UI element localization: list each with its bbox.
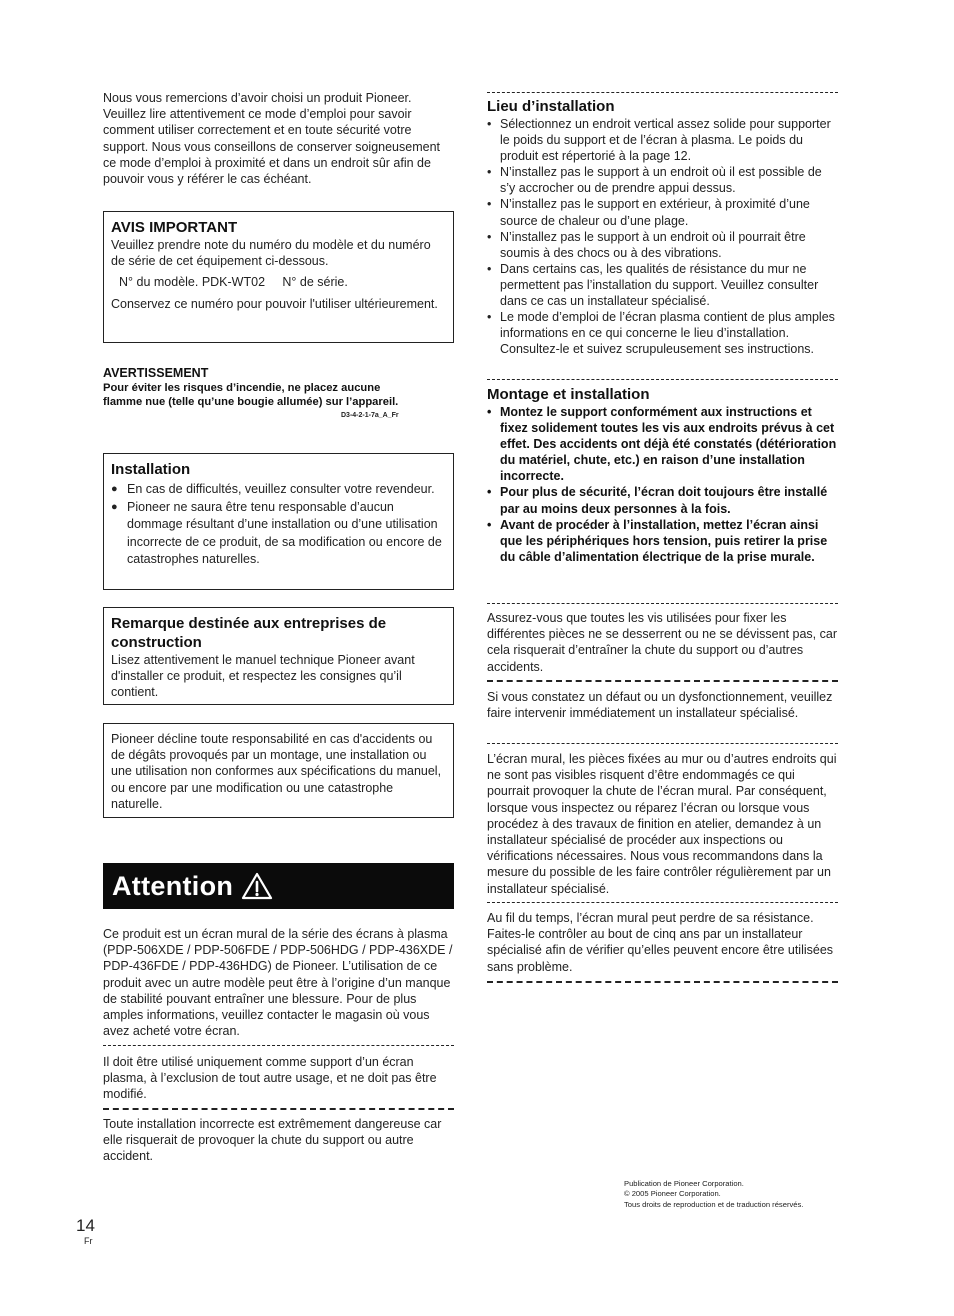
attention-paragraph-3: Toute installation incorrecte est extrêmement dangereuse car elle risquerait de provoquer la chute du support ou autre accident. xyxy=(103,1117,442,1164)
attention-paragraph-1: Ce produit est un écran mural de la série des écrans à plasma (PDP-506XDE / PDP-506FDE / PDP-506HDG / PDP-436XDE / PDP-436FDE / PDP-436HDG) de Pioneer. L’utilisation de ce produit avec un autre modèle peut être à l’origine d’un manque de stabilité pouvant entraîner une blessure. Pour de plus amples informations, veuillez contacter le magasin où vous avez acheté votre écran. xyxy=(103,927,453,1039)
list-item: • Le mode d’emploi de l’écran plasma contient de plus amples informations en ce qui concerne le lieu d’installation. Consultez-le et suivez scrupuleusement ses instructions. xyxy=(487,309,838,357)
decline-box xyxy=(103,723,454,818)
montage-title: Montage et installation xyxy=(487,386,650,403)
list-item: • Sélectionnez un endroit vertical assez solide pour supporter le poids du support et de l’écran à plasma. Le poids du produit est répertorié à la page 12. xyxy=(487,116,838,164)
attention-title: Attention xyxy=(112,870,234,901)
list-item: ● En cas de difficultés, veuillez consulter votre revendeur. xyxy=(111,481,446,499)
list-item: • Pour plus de sécurité, l’écran doit toujours être installé par au moins deux personnes à la fois. xyxy=(487,484,838,516)
lieu-list xyxy=(487,116,838,357)
language-code: Fr xyxy=(84,1236,93,1246)
right-paragraph-2: Si vous constatez un défaut ou un dysfonctionnement, veuillez faire intervenir immédiatement un installateur spécialisé. xyxy=(487,690,833,721)
attention-paragraph-2: Il doit être utilisé uniquement comme support d’un écran plasma, à l’exclusion de tout autre usage, et ne doit pas être modifié. xyxy=(103,1055,437,1102)
list-item: • N’installez pas le support à un endroit où il pourrait être soumis à des chocs ou à des vibrations. xyxy=(487,229,838,261)
avis-title: AVIS IMPORTANT xyxy=(111,219,238,236)
divider xyxy=(103,1108,454,1110)
divider xyxy=(487,743,838,744)
list-item: • Avant de procéder à l’installation, mettez l’écran ainsi que les périphériques hors tension, puis retirer la prise du câble d’alimentation électrique de la prise murale. xyxy=(487,517,838,565)
publication-note xyxy=(624,1179,803,1210)
divider xyxy=(487,603,838,604)
avis-serial: N° de série. xyxy=(282,275,348,290)
right-paragraph-4: Au fil du temps, l’écran mural peut perdre de sa résistance. Faites-le contrôler au bout de cinq ans par un installateur spécialisé afin de vérifier qu’elles peuvent encore être utilisées sans problème. xyxy=(487,911,834,974)
avis-important-box xyxy=(103,211,454,343)
publication-line: Publication de Pioneer Corporation. xyxy=(624,1179,744,1188)
installation-box xyxy=(103,453,454,590)
divider xyxy=(487,902,838,903)
avertissement-title: AVERTISSEMENT xyxy=(103,366,209,380)
remarque-box xyxy=(103,607,454,705)
copyright-line: © 2005 Pioneer Corporation. xyxy=(624,1189,721,1199)
rights-line: Tous droits de reproduction et de traduction réservés. xyxy=(624,1199,804,1209)
list-item: • N’installez pas le support à un endroit où il est possible de s’y accrocher ou de prendre appui dessus. xyxy=(487,164,838,196)
intro-paragraph: Nous vous remercions d’avoir choisi un produit Pioneer. Veuillez lire attentivement ce mode d’emploi pour savoir comment utiliser correctement et en toute sécurité votre support. Nous vous conseillons de conserver soigneusement ce mode d’emploi à proximité et dans un endroit sûr afin de pouvoir vous y référer le cas échéant. xyxy=(103,91,440,187)
list-item: ● Pioneer ne saura être tenu responsable d’aucun dommage résultant d’une installation ou d’une utilisation incorrecte de ce produit, de sa modification ou encore de catastrophes naturelles. xyxy=(111,499,446,569)
avertissement-code: D3-4-2-1-7a_A_Fr xyxy=(341,412,399,419)
remarque-text: Lisez attentivement le manuel technique Pioneer avant d'installer ce produit, et respectez les consignes qu’il contient. xyxy=(111,653,415,700)
avertissement-text: Pour éviter les risques d’incendie, ne placez aucune flamme nue (telle qu’une bougie allumée) sur l’appareil. xyxy=(103,382,399,408)
lieu-title: Lieu d’installation xyxy=(487,98,615,115)
divider xyxy=(487,92,838,93)
avis-model-line xyxy=(111,274,446,290)
avis-model: N° du modèle. PDK-WT02 xyxy=(119,275,266,290)
montage-list xyxy=(487,404,838,565)
divider xyxy=(103,1045,454,1046)
avis-text: Veuillez prendre note du numéro du modèle et du numéro de série de cet équipement ci-dessous. xyxy=(111,238,431,269)
list-item: • Dans certains cas, les qualités de résistance du mur ne permettent pas l’installation du support. Veuillez consulter dans ce cas un installateur spécialisé. xyxy=(487,261,838,309)
installation-list xyxy=(111,481,446,569)
list-item: • Montez le support conformément aux instructions et fixez solidement toutes les vis aux endroits prévus à cet effet. Des accidents ont déjà été constatés (détérioration du matériel, chute, etc.) en raison d’une installation incorrecte. xyxy=(487,404,838,484)
attention-header xyxy=(103,863,454,909)
installation-title: Installation xyxy=(111,461,191,478)
right-paragraph-1: Assurez-vous que toutes les vis utilisées pour fixer les différentes pièces ne se desserrent ou ne se dévissent pas, car cela risquerait d’entraîner la chute du support ou d’autres accidents. xyxy=(487,611,837,674)
warning-icon xyxy=(241,872,273,900)
avis-keep-text: Conservez ce numéro pour pouvoir l'utiliser ultérieurement. xyxy=(111,296,438,311)
divider xyxy=(487,680,838,682)
divider xyxy=(487,981,838,983)
page-number: 14 xyxy=(76,1216,95,1235)
right-paragraph-3: L’écran mural, les pièces fixées au mur ou d’autres endroits qui ne sont pas visibles risquent d’être endommagés ce qui pourrait provoquer la chute de l’écran mural. Par conséquent, lorsque vous inspectez ou réparez l’écran ou lorsque vous procédez à des travaux de finition en atelier, demandez à un installateur spécialisé de procéder aux inspections ou vérifications nécessaires. Nous vous recommandons dans la mesure du possible de les faire contrôler régulièrement par un installateur spécialisé. xyxy=(487,752,837,896)
remarque-title: Remarque destinée aux entreprises de construction xyxy=(111,615,387,651)
divider xyxy=(487,379,838,380)
avertissement-block xyxy=(103,366,454,419)
list-item: • N’installez pas le support en extérieur, à proximité d’une source de chaleur ou d’une plage. xyxy=(487,196,838,228)
decline-text: Pioneer décline toute responsabilité en cas d'accidents ou de dégâts provoqués par un montage, une installation ou une utilisation non conformes aux spécifications du manuel, ou encore par une modification ou une catastrophe naturelle. xyxy=(111,732,442,811)
